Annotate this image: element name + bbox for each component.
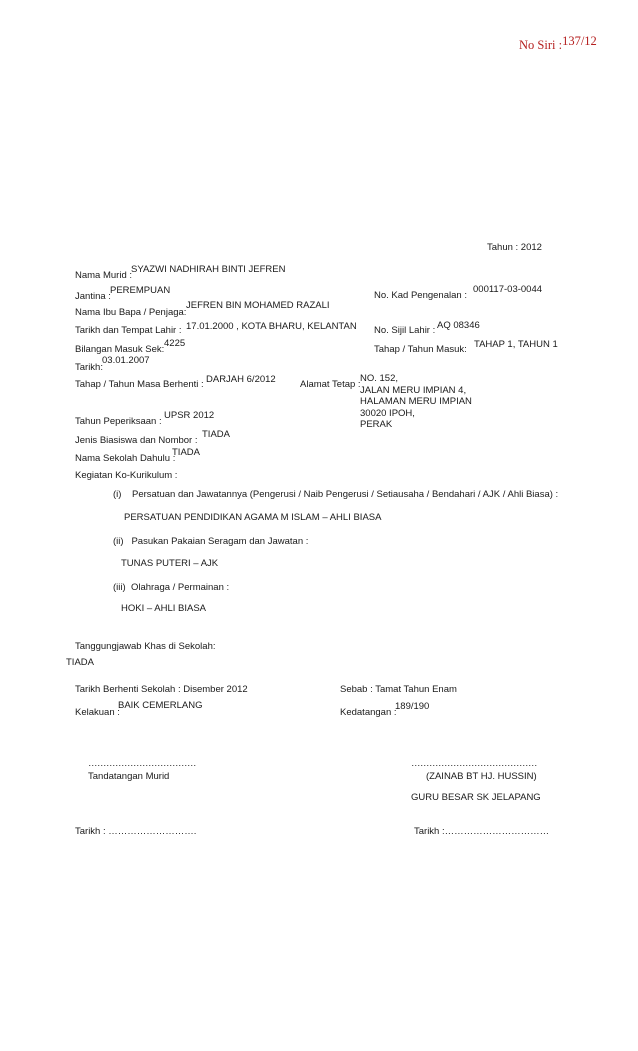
tarikh-label: Tarikh: <box>75 362 103 373</box>
sijil-lahir-label: No. Sijil Lahir : <box>374 325 436 336</box>
kad-pengenalan-label: No. Kad Pengenalan : <box>374 290 467 301</box>
headmaster-date: Tarikh :…………………………… <box>414 826 550 837</box>
alamat-value: NO. 152, JALAN MERU IMPIAN 4, HALAMAN MERU IMPIAN 30020 IPOH, PERAK <box>360 373 472 430</box>
kokurikulum-item-value: PERSATUAN PENDIDIKAN AGAMA M ISLAM – AHLI BIASA <box>124 512 382 523</box>
sebab-row <box>340 684 457 695</box>
berhenti-label: Tarikh Berhenti Sekolah : <box>75 684 181 695</box>
sebab-label: Sebab : <box>340 684 373 695</box>
sekolah-dahulu-label: Nama Sekolah Dahulu : <box>75 453 176 464</box>
biasiswa-label: Jenis Biasiswa dan Nombor : <box>75 435 198 446</box>
kedatangan-value: 189/190 <box>395 701 430 712</box>
nama-murid-label: Nama Murid : <box>75 270 133 281</box>
jantina-value: PEREMPUAN <box>110 285 171 296</box>
kad-pengenalan-value: 000117-03-0044 <box>473 284 543 295</box>
year-label: Tahun : 2012 <box>487 242 542 253</box>
sebab-value: Tamat Tahun Enam <box>375 684 457 695</box>
tanggungjawab-label: Tanggungjawab Khas di Sekolah: <box>75 641 216 652</box>
headmaster-name: (ZAINAB BT HJ. HUSSIN) <box>426 771 537 782</box>
bilangan-masuk-value: 4225 <box>164 338 186 349</box>
serial-label: No Siri : <box>519 38 563 52</box>
tarikh-value: 03.01.2007 <box>102 355 150 366</box>
kokurikulum-item-label: (iii) Olahraga / Permainan : <box>113 582 230 593</box>
lahir-value: 17.01.2000 , KOTA BHARU, KELANTAN <box>186 321 357 332</box>
nama-murid-value: SYAZWI NADHIRAH BINTI JEFREN <box>131 264 286 275</box>
sijil-lahir-value: AQ 08346 <box>437 320 480 331</box>
ibu-bapa-label: Nama Ibu Bapa / Penjaga: <box>75 307 187 318</box>
serial-number <box>519 34 597 53</box>
kokurikulum-heading: Kegiatan Ko-Kurikulum : <box>75 470 178 481</box>
berhenti-row <box>75 684 248 695</box>
kelakuan-value: BAIK CEMERLANG <box>118 700 203 711</box>
student-signature-line: ……………………………… <box>88 758 196 769</box>
student-signature-label: Tandatangan Murid <box>88 771 170 782</box>
headmaster-signature-line: …………………………………… <box>411 758 537 769</box>
berhenti-value: Disember 2012 <box>183 684 248 695</box>
lahir-label: Tarikh dan Tempat Lahir : <box>75 325 182 336</box>
biasiswa-value: TIADA <box>202 429 230 440</box>
peperiksaan-label: Tahun Peperiksaan : <box>75 416 162 427</box>
tahap-masuk-label: Tahap / Tahun Masuk: <box>374 344 467 355</box>
bilangan-masuk-label: Bilangan Masuk Sek: <box>75 344 165 355</box>
kelakuan-label: Kelakuan : <box>75 707 120 718</box>
sekolah-dahulu-value: TIADA <box>172 447 200 458</box>
serial-value: 137/12 <box>562 34 597 48</box>
student-date: Tarikh : ………………………. <box>75 826 197 837</box>
tahap-berhenti-value: DARJAH 6/2012 <box>206 374 276 385</box>
headmaster-title: GURU BESAR SK JELAPANG <box>411 792 541 803</box>
kedatangan-label: Kedatangan : <box>340 707 397 718</box>
jantina-label: Jantina : <box>75 291 111 302</box>
kokurikulum-item-value: HOKI – AHLI BIASA <box>121 603 207 614</box>
kokurikulum-item-label: (ii) Pasukan Pakaian Seragam dan Jawatan : <box>113 536 309 547</box>
tahap-masuk-value: TAHAP 1, TAHUN 1 <box>474 339 558 350</box>
alamat-label: Alamat Tetap : <box>300 379 361 390</box>
ibu-bapa-value: JEFREN BIN MOHAMED RAZALI <box>186 300 330 311</box>
kokurikulum-item-value: TUNAS PUTERI – AJK <box>121 558 219 569</box>
tahap-berhenti-label: Tahap / Tahun Masa Berhenti : <box>75 379 204 390</box>
tanggungjawab-value: TIADA <box>66 657 94 668</box>
peperiksaan-value: UPSR 2012 <box>164 410 215 421</box>
kokurikulum-item-label: (i) Persatuan dan Jawatannya (Pengerusi / Naib Pengerusi / Setiausaha / Bendahari / AJK / Ahli Biasa) : <box>113 489 559 500</box>
